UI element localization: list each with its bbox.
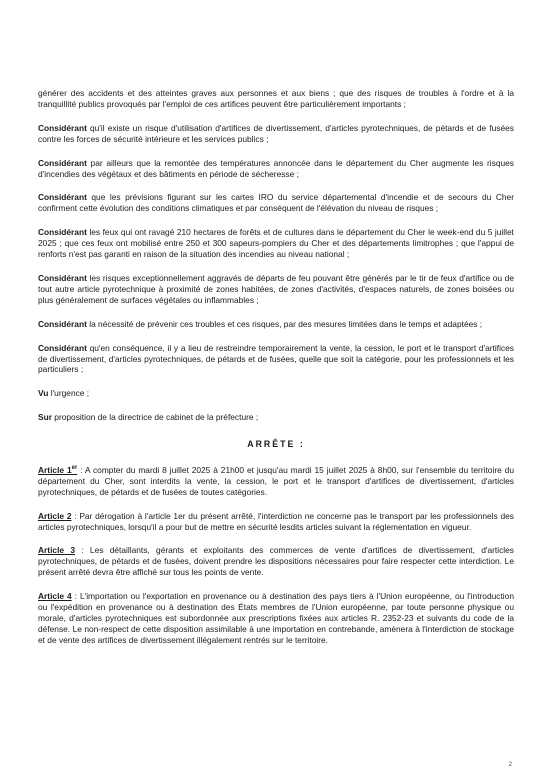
paragraph-lead: Considérant	[38, 227, 87, 238]
paragraph-text: qu'en conséquence, il y a lieu de restreindre temporairement la vente, la cession, le port et le transport d'artifices de divertissement, d'articles pyrotechniques, de pétards et de fusées, quelle que soit la catégorie, pour les professionnels et les particuliers ;	[38, 342, 514, 375]
paragraph	[38, 192, 514, 214]
article-text: : A compter du mardi 8 juillet 2025 à 21h00 et jusqu'au mardi 15 juillet 2025 à 8h00, sur l'ensemble du territoire du département du Cher, sont interdits la vente, la cession, le port et le transport d'artifices de divertissement, d'articles pyrotechniques, de pétards et de fusées de toutes catégories.	[38, 464, 514, 497]
paragraph-lead: Considérant	[38, 272, 87, 283]
article-label	[38, 545, 75, 555]
article-text: : Les détaillants, gérants et exploitants des commerces de vente d'artifices de divertissement, d'articles pyrotechniques, de pétards et de fusées, doivent prendre les dispositions nécessaires pour faire respecter cette interdiction. Le présent arrêté devra être affiché sur tous les points de vente.	[38, 545, 514, 578]
paragraph-text: la nécessité de prévenir ces troubles et ces risques, par des mesures limitées dans le temps et adaptées ;	[86, 318, 483, 329]
paragraph-lead: Considérant	[38, 122, 87, 133]
paragraph	[38, 343, 514, 376]
article-label	[38, 465, 77, 475]
paragraph	[38, 88, 514, 110]
paragraph-lead: Vu	[38, 388, 49, 399]
paragraph-lead: Sur	[38, 412, 52, 423]
paragraph-lead: Considérant	[38, 318, 87, 329]
article-label-text: Article 4	[38, 591, 72, 602]
article-1	[38, 463, 514, 498]
paragraph-text: qu'il existe un risque d'utilisation d'artifices de divertissement, d'articles pyrotechniques, de pétards et de fusées contre les forces de sécurité intérieure et les services publics ;	[38, 122, 514, 144]
paragraph-text: que les prévisions figurant sur les cartes IRO du service départemental d'incendie et de secours du Cher confirment cette évolution des conditions climatiques et par conséquent de l'élévation du niveau de risques ;	[38, 192, 514, 214]
article-3	[38, 545, 514, 578]
considerations-section	[38, 88, 514, 423]
paragraph	[38, 227, 514, 260]
paragraph-text: proposition de la directrice de cabinet de la préfecture ;	[51, 412, 259, 423]
page-number: 2	[508, 762, 512, 768]
paragraph-text: les risques exceptionnellement aggravés de départs de feu pouvant être générés par le tir de feux d'artifice ou de tout autre article pyrotechnique à proximité de zones habitées, de zones d'activités, d'espaces naturels, de zones boisées ou plus généralement de surfaces végétales ou inflammables ;	[38, 272, 514, 305]
paragraph-lead: Considérant	[38, 192, 87, 203]
article-label-text: Article 1	[38, 464, 72, 475]
paragraph-text: générer des accidents et des atteintes graves aux personnes et aux biens ; que des risques de troubles à l'ordre et à la tranquillité publics provoqués par l'emploi de ces artifices peuvent être particulièrement importants ;	[38, 88, 514, 109]
paragraph	[38, 388, 514, 399]
article-4	[38, 591, 514, 646]
arrete-heading: ARRÊTE :	[247, 439, 305, 450]
paragraph-text: par ailleurs que la remontée des températures annoncée dans le département du Cher augmente les risques d'incendies des végétaux et des bâtiments en période de sécheresse ;	[38, 157, 514, 179]
paragraph-text: les feux qui ont ravagé 210 hectares de forêts et de cultures dans le département du Cher le week-end du 5 juillet 2025 ; que ces feux ont mobilisé entre 250 et 300 sapeurs-pompiers du Cher et des départements limitrophes ; que l'appui de renforts n'est pas garanti en raison de la situation des incendies au niveau national ;	[38, 227, 514, 260]
paragraph	[38, 319, 514, 330]
paragraph-text: l'urgence ;	[48, 388, 90, 399]
paragraph	[38, 123, 514, 145]
article-label	[38, 511, 71, 521]
articles-section	[38, 463, 514, 646]
article-2	[38, 511, 514, 533]
article-label-text: Article 3	[38, 545, 76, 556]
paragraph	[38, 273, 514, 306]
paragraph-lead: Considérant	[38, 157, 87, 168]
article-label-text: Article 2	[38, 510, 72, 521]
paragraph-lead: Considérant	[38, 342, 87, 353]
article-text: : L'importation ou l'exportation en provenance ou à destination des pays tiers à l'Union européenne, ou l'introduction ou l'expédition en provenance ou à destination des États membres de l'Union européenne, par toute personne physique ou morale, d'articles pyrotechniques est subordonnée aux prescriptions fixées aux articles R. 2352-23 et suivants du code de la défense. Le non-respect de cette disposition assimilable à une importation en contrebande, amènera à l'interdiction de stockage et de vente des artifices de divertissement illégalement rentrés sur le territoire.	[38, 591, 514, 645]
article-text: : Par dérogation à l'article 1er du présent arrêté, l'interdiction ne concerne pas le transport par les professionnels des articles pyrotechniques, lorsqu'il a pour but de mettre en sécurité lesdits articles suivant la réglementation en vigueur.	[38, 510, 514, 532]
paragraph	[38, 412, 514, 423]
paragraph	[38, 158, 514, 180]
article-label-sup: er	[71, 465, 78, 472]
article-label	[38, 591, 72, 601]
